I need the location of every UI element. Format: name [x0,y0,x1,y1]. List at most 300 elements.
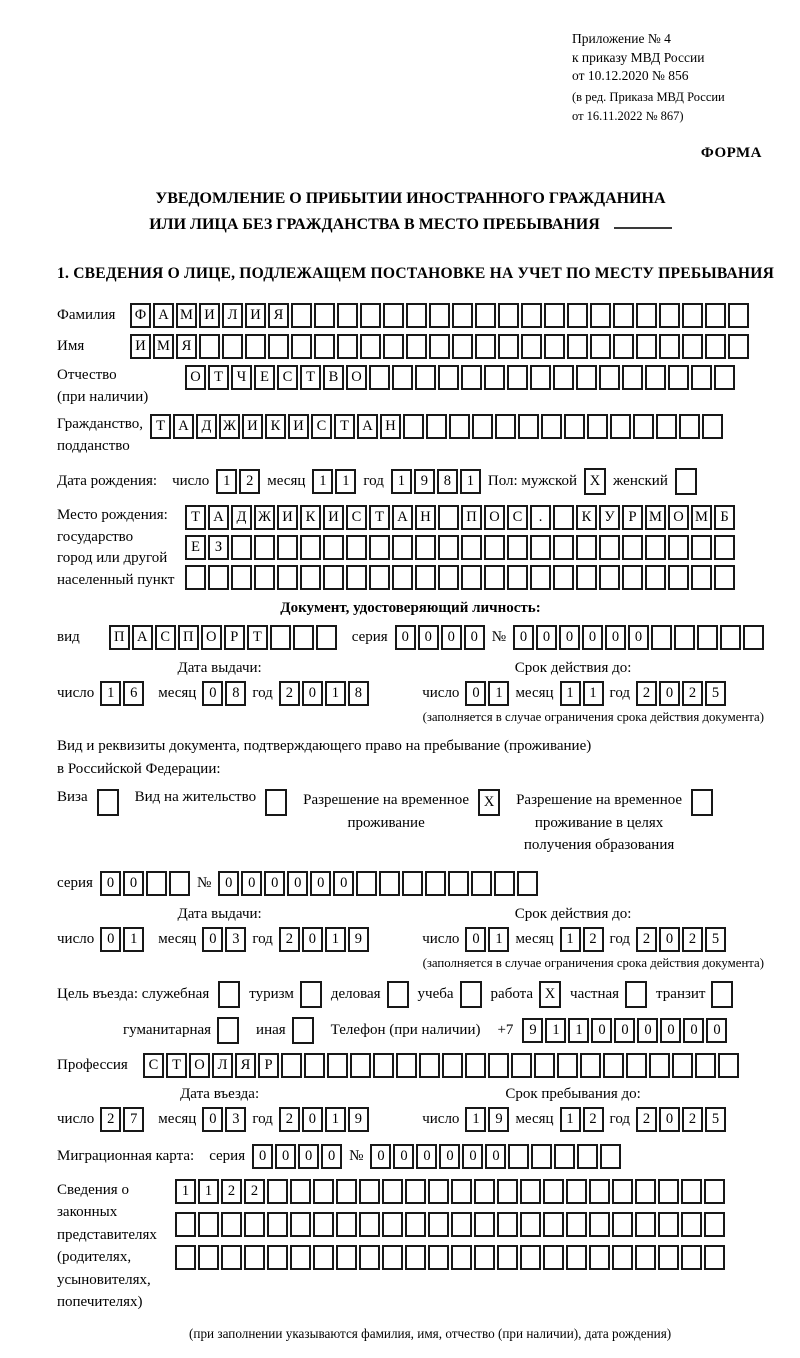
char-cell[interactable] [659,303,680,328]
char-cell[interactable] [682,303,703,328]
char-cell[interactable]: Т [247,625,268,650]
char-cell[interactable] [668,535,689,560]
char-cell[interactable]: Ж [254,505,275,530]
char-cell[interactable]: 0 [706,1018,727,1043]
char-cell[interactable] [497,1179,518,1204]
char-cell[interactable]: Н [380,414,401,439]
char-cell[interactable] [475,303,496,328]
char-cell[interactable]: 0 [614,1018,635,1043]
char-cell[interactable]: И [245,303,266,328]
char-cell[interactable] [475,334,496,359]
char-cell[interactable]: 0 [418,625,439,650]
char-cell[interactable]: 2 [636,1107,657,1132]
char-cell[interactable] [461,365,482,390]
char-cell[interactable] [428,1179,449,1204]
char-cell[interactable] [270,625,291,650]
char-cell[interactable] [695,1053,716,1078]
char-cell[interactable]: А [357,414,378,439]
char-cell[interactable]: Б [714,505,735,530]
char-cell[interactable] [451,1179,472,1204]
char-cell[interactable] [622,365,643,390]
char-cell[interactable] [530,535,551,560]
char-cell[interactable] [254,535,275,560]
char-cell[interactable]: 1 [460,469,481,494]
char-cell[interactable] [452,334,473,359]
char-cell[interactable] [576,535,597,560]
char-cell[interactable] [682,334,703,359]
char-cell[interactable]: 0 [393,1144,414,1169]
char-cell[interactable] [383,303,404,328]
checkbox-cell[interactable] [265,789,287,816]
char-cell[interactable] [511,1053,532,1078]
char-cell[interactable]: 1 [568,1018,589,1043]
char-cell[interactable]: 8 [348,681,369,706]
char-cell[interactable] [498,303,519,328]
char-cell[interactable] [494,871,515,896]
char-cell[interactable]: 0 [659,681,680,706]
char-cell[interactable]: 8 [437,469,458,494]
char-cell[interactable] [622,565,643,590]
char-cell[interactable] [451,1245,472,1270]
char-cell[interactable] [520,1245,541,1270]
char-cell[interactable]: 0 [302,1107,323,1132]
char-cell[interactable] [668,565,689,590]
char-cell[interactable]: 0 [275,1144,296,1169]
char-cell[interactable] [544,303,565,328]
char-cell[interactable] [576,365,597,390]
char-cell[interactable]: Р [622,505,643,530]
char-cell[interactable] [649,1053,670,1078]
char-cell[interactable]: 0 [302,681,323,706]
char-cell[interactable] [405,1179,426,1204]
char-cell[interactable]: А [392,505,413,530]
char-cell[interactable] [484,565,505,590]
checkbox-cell[interactable] [711,981,733,1008]
char-cell[interactable] [520,1212,541,1237]
char-cell[interactable] [613,334,634,359]
char-cell[interactable] [580,1053,601,1078]
char-cell[interactable]: 0 [465,927,486,952]
char-cell[interactable] [245,334,266,359]
char-cell[interactable] [553,565,574,590]
char-cell[interactable]: Т [150,414,171,439]
char-cell[interactable]: Я [268,303,289,328]
char-cell[interactable] [438,365,459,390]
char-cell[interactable] [314,334,335,359]
char-cell[interactable] [635,1179,656,1204]
char-cell[interactable]: 5 [705,1107,726,1132]
char-cell[interactable] [293,625,314,650]
char-cell[interactable]: Д [231,505,252,530]
char-cell[interactable] [612,1245,633,1270]
char-cell[interactable] [461,565,482,590]
char-cell[interactable]: М [176,303,197,328]
char-cell[interactable] [599,535,620,560]
char-cell[interactable]: 2 [636,681,657,706]
char-cell[interactable] [681,1245,702,1270]
char-cell[interactable] [633,414,654,439]
char-cell[interactable]: 9 [348,927,369,952]
char-cell[interactable]: И [323,505,344,530]
char-cell[interactable] [277,565,298,590]
char-cell[interactable] [175,1212,196,1237]
char-cell[interactable] [498,334,519,359]
char-cell[interactable]: 0 [298,1144,319,1169]
char-cell[interactable] [645,365,666,390]
char-cell[interactable]: Я [176,334,197,359]
char-cell[interactable] [471,871,492,896]
char-cell[interactable] [566,1212,587,1237]
char-cell[interactable] [415,565,436,590]
char-cell[interactable]: 0 [202,1107,223,1132]
char-cell[interactable] [379,871,400,896]
char-cell[interactable] [636,334,657,359]
char-cell[interactable] [359,1245,380,1270]
char-cell[interactable]: 2 [636,927,657,952]
char-cell[interactable]: Е [254,365,275,390]
char-cell[interactable]: 0 [591,1018,612,1043]
char-cell[interactable]: 9 [522,1018,543,1043]
char-cell[interactable] [530,365,551,390]
char-cell[interactable] [316,625,337,650]
char-cell[interactable] [383,334,404,359]
char-cell[interactable]: 5 [705,681,726,706]
char-cell[interactable] [465,1053,486,1078]
char-cell[interactable] [495,414,516,439]
char-cell[interactable] [277,535,298,560]
char-cell[interactable] [405,1212,426,1237]
char-cell[interactable]: 2 [100,1107,121,1132]
char-cell[interactable] [451,1212,472,1237]
char-cell[interactable] [645,535,666,560]
char-cell[interactable] [566,1179,587,1204]
char-cell[interactable] [554,1144,575,1169]
char-cell[interactable] [323,565,344,590]
char-cell[interactable]: А [153,303,174,328]
char-cell[interactable]: 1 [465,1107,486,1132]
char-cell[interactable]: С [507,505,528,530]
char-cell[interactable] [472,414,493,439]
char-cell[interactable]: М [153,334,174,359]
char-cell[interactable]: У [599,505,620,530]
checkbox-cell[interactable] [691,789,713,816]
char-cell[interactable]: 1 [312,469,333,494]
char-cell[interactable]: 2 [682,681,703,706]
char-cell[interactable] [691,365,712,390]
char-cell[interactable] [507,535,528,560]
checkbox-cell[interactable]: X [478,789,500,816]
char-cell[interactable] [290,1245,311,1270]
char-cell[interactable] [382,1212,403,1237]
char-cell[interactable]: 3 [225,1107,246,1132]
char-cell[interactable]: 1 [325,681,346,706]
char-cell[interactable]: А [208,505,229,530]
char-cell[interactable]: О [346,365,367,390]
char-cell[interactable]: 0 [252,1144,273,1169]
char-cell[interactable] [369,535,390,560]
char-cell[interactable] [359,1212,380,1237]
char-cell[interactable]: 0 [100,927,121,952]
char-cell[interactable] [679,414,700,439]
char-cell[interactable] [373,1053,394,1078]
char-cell[interactable] [222,334,243,359]
char-cell[interactable] [488,1053,509,1078]
char-cell[interactable] [530,565,551,590]
char-cell[interactable]: 0 [370,1144,391,1169]
checkbox-cell[interactable] [292,1017,314,1044]
char-cell[interactable]: 0 [660,1018,681,1043]
char-cell[interactable]: 0 [462,1144,483,1169]
char-cell[interactable] [474,1179,495,1204]
char-cell[interactable]: 0 [218,871,239,896]
char-cell[interactable]: Н [415,505,436,530]
char-cell[interactable]: 1 [100,681,121,706]
char-cell[interactable] [534,1053,555,1078]
char-cell[interactable]: 1 [391,469,412,494]
char-cell[interactable]: 0 [241,871,262,896]
char-cell[interactable] [521,303,542,328]
char-cell[interactable] [254,565,275,590]
char-cell[interactable] [314,303,335,328]
char-cell[interactable] [728,303,749,328]
char-cell[interactable]: 0 [202,927,223,952]
char-cell[interactable] [497,1212,518,1237]
char-cell[interactable]: 0 [395,625,416,650]
char-cell[interactable] [656,414,677,439]
char-cell[interactable]: 1 [583,681,604,706]
char-cell[interactable] [449,414,470,439]
char-cell[interactable] [714,535,735,560]
char-cell[interactable]: И [288,414,309,439]
char-cell[interactable] [612,1212,633,1237]
char-cell[interactable]: С [277,365,298,390]
char-cell[interactable]: 0 [659,1107,680,1132]
char-cell[interactable]: Ж [219,414,240,439]
char-cell[interactable] [425,871,446,896]
char-cell[interactable]: Ч [231,365,252,390]
char-cell[interactable]: 0 [536,625,557,650]
char-cell[interactable]: К [300,505,321,530]
char-cell[interactable] [291,334,312,359]
char-cell[interactable]: О [484,505,505,530]
char-cell[interactable] [392,365,413,390]
char-cell[interactable] [645,565,666,590]
char-cell[interactable] [281,1053,302,1078]
char-cell[interactable]: 1 [488,681,509,706]
char-cell[interactable] [382,1245,403,1270]
char-cell[interactable] [356,871,377,896]
char-cell[interactable]: 1 [325,1107,346,1132]
char-cell[interactable]: 1 [560,681,581,706]
char-cell[interactable]: 2 [244,1179,265,1204]
char-cell[interactable]: 0 [287,871,308,896]
char-cell[interactable]: 0 [441,625,462,650]
char-cell[interactable]: 1 [335,469,356,494]
char-cell[interactable] [704,1245,725,1270]
char-cell[interactable]: 1 [325,927,346,952]
char-cell[interactable] [566,1245,587,1270]
char-cell[interactable] [714,565,735,590]
checkbox-cell[interactable] [387,981,409,1008]
char-cell[interactable]: 2 [221,1179,242,1204]
char-cell[interactable] [668,365,689,390]
char-cell[interactable] [406,303,427,328]
char-cell[interactable] [567,334,588,359]
char-cell[interactable]: А [173,414,194,439]
checkbox-cell[interactable] [675,468,697,495]
char-cell[interactable]: М [691,505,712,530]
char-cell[interactable] [697,625,718,650]
char-cell[interactable] [336,1245,357,1270]
char-cell[interactable]: 0 [628,625,649,650]
char-cell[interactable] [718,1053,739,1078]
char-cell[interactable]: О [201,625,222,650]
char-cell[interactable] [635,1245,656,1270]
char-cell[interactable] [337,334,358,359]
char-cell[interactable] [728,334,749,359]
char-cell[interactable]: И [277,505,298,530]
char-cell[interactable]: Ф [130,303,151,328]
char-cell[interactable]: Р [258,1053,279,1078]
char-cell[interactable] [520,1179,541,1204]
char-cell[interactable] [346,565,367,590]
char-cell[interactable] [626,1053,647,1078]
char-cell[interactable]: З [208,535,229,560]
char-cell[interactable]: 0 [659,927,680,952]
char-cell[interactable] [672,1053,693,1078]
char-cell[interactable]: 2 [682,1107,703,1132]
char-cell[interactable]: 0 [582,625,603,650]
char-cell[interactable] [369,365,390,390]
char-cell[interactable]: 1 [488,927,509,952]
char-cell[interactable]: К [576,505,597,530]
char-cell[interactable] [507,565,528,590]
char-cell[interactable] [705,334,726,359]
char-cell[interactable] [428,1245,449,1270]
char-cell[interactable] [198,1245,219,1270]
char-cell[interactable]: Т [334,414,355,439]
char-cell[interactable] [291,303,312,328]
char-cell[interactable]: 9 [488,1107,509,1132]
char-cell[interactable]: . [530,505,551,530]
char-cell[interactable]: А [132,625,153,650]
char-cell[interactable] [484,535,505,560]
char-cell[interactable]: 2 [583,927,604,952]
char-cell[interactable] [304,1053,325,1078]
char-cell[interactable]: П [461,505,482,530]
char-cell[interactable] [346,535,367,560]
char-cell[interactable]: 0 [264,871,285,896]
checkbox-cell[interactable] [218,981,240,1008]
char-cell[interactable]: С [155,625,176,650]
char-cell[interactable] [507,365,528,390]
checkbox-cell[interactable]: X [539,981,561,1008]
char-cell[interactable] [541,414,562,439]
char-cell[interactable] [518,414,539,439]
char-cell[interactable] [244,1212,265,1237]
char-cell[interactable] [704,1212,725,1237]
char-cell[interactable]: Р [224,625,245,650]
char-cell[interactable]: 0 [439,1144,460,1169]
char-cell[interactable]: Д [196,414,217,439]
char-cell[interactable] [221,1212,242,1237]
char-cell[interactable] [720,625,741,650]
char-cell[interactable]: 2 [239,469,260,494]
char-cell[interactable]: 1 [123,927,144,952]
char-cell[interactable]: Т [166,1053,187,1078]
char-cell[interactable]: 0 [416,1144,437,1169]
char-cell[interactable]: 6 [123,681,144,706]
char-cell[interactable] [415,535,436,560]
char-cell[interactable] [336,1212,357,1237]
char-cell[interactable] [313,1212,334,1237]
char-cell[interactable] [336,1179,357,1204]
char-cell[interactable] [452,303,473,328]
char-cell[interactable] [267,1245,288,1270]
char-cell[interactable] [369,565,390,590]
char-cell[interactable]: И [199,303,220,328]
char-cell[interactable]: Т [208,365,229,390]
char-cell[interactable] [448,871,469,896]
char-cell[interactable] [610,414,631,439]
char-cell[interactable] [600,1144,621,1169]
char-cell[interactable] [199,334,220,359]
char-cell[interactable] [521,334,542,359]
char-cell[interactable]: Л [222,303,243,328]
char-cell[interactable]: 1 [560,1107,581,1132]
char-cell[interactable]: 3 [225,927,246,952]
char-cell[interactable]: 0 [485,1144,506,1169]
char-cell[interactable] [359,1179,380,1204]
char-cell[interactable] [429,303,450,328]
checkbox-cell[interactable]: X [584,468,606,495]
char-cell[interactable]: Т [369,505,390,530]
char-cell[interactable] [543,1245,564,1270]
char-cell[interactable] [553,535,574,560]
char-cell[interactable]: В [323,365,344,390]
char-cell[interactable] [589,1179,610,1204]
char-cell[interactable] [705,303,726,328]
char-cell[interactable] [406,334,427,359]
char-cell[interactable]: О [668,505,689,530]
char-cell[interactable] [231,535,252,560]
char-cell[interactable]: Я [235,1053,256,1078]
char-cell[interactable] [146,871,167,896]
char-cell[interactable] [576,565,597,590]
char-cell[interactable] [461,535,482,560]
char-cell[interactable] [474,1245,495,1270]
char-cell[interactable]: К [265,414,286,439]
char-cell[interactable] [497,1245,518,1270]
char-cell[interactable] [553,365,574,390]
char-cell[interactable] [392,535,413,560]
char-cell[interactable] [442,1053,463,1078]
char-cell[interactable] [267,1179,288,1204]
checkbox-cell[interactable] [625,981,647,1008]
checkbox-cell[interactable] [460,981,482,1008]
char-cell[interactable] [702,414,723,439]
char-cell[interactable]: 0 [321,1144,342,1169]
char-cell[interactable] [567,303,588,328]
char-cell[interactable] [221,1245,242,1270]
char-cell[interactable] [658,1212,679,1237]
checkbox-cell[interactable] [97,789,119,816]
char-cell[interactable] [175,1245,196,1270]
char-cell[interactable] [543,1179,564,1204]
char-cell[interactable] [327,1053,348,1078]
char-cell[interactable] [681,1179,702,1204]
char-cell[interactable] [169,871,190,896]
